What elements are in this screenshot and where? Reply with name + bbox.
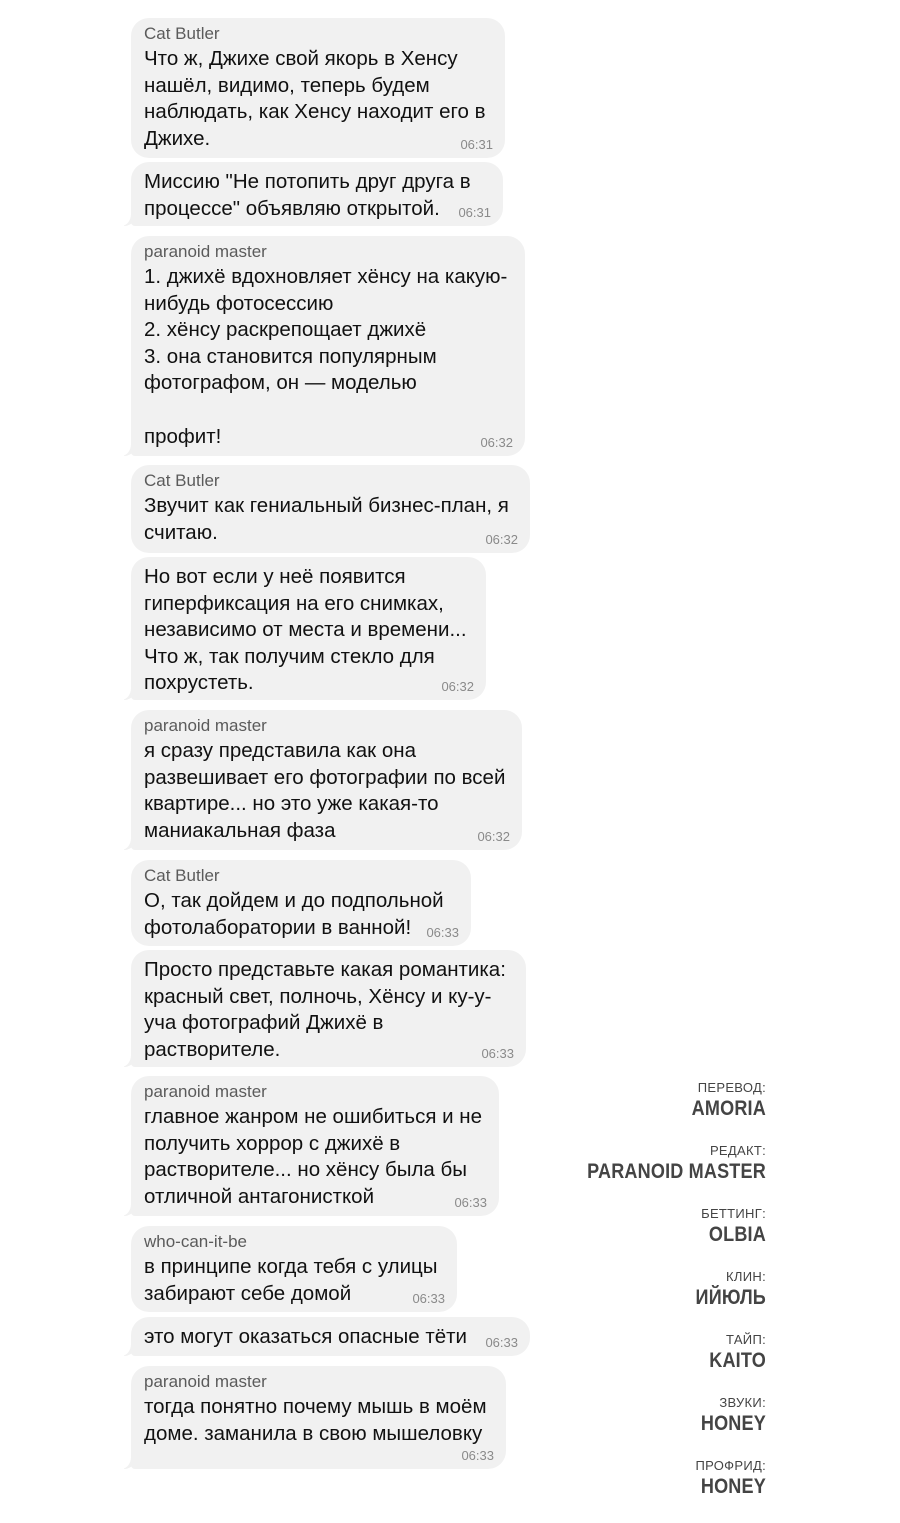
credit-name-translation: AMORIA [691, 1097, 766, 1120]
message-sender: paranoid master [144, 716, 267, 735]
message-text: тогда понятно почему мышь в моём доме. заманила в свою мышеловку [144, 1395, 487, 1445]
credit-name-editor: PARANOID MASTER [587, 1160, 766, 1183]
credit-name-clean: ИЙЮЛЬ [695, 1286, 766, 1309]
message-bubble[interactable] [131, 465, 530, 553]
credit-label-sounds: ЗВУКИ: [719, 1395, 766, 1410]
message-text: Звучит как гениальный бизнес-план, я считаю. [144, 494, 509, 544]
credit-label-translation: ПЕРЕВОД: [697, 1080, 766, 1095]
message-bubble[interactable] [131, 236, 525, 456]
message-text: 1. джихё вдохновляет хёнсу на какую- нибудь фотосессию 2. хёнсу раскрепощает джихё 3. она становится популярным фотографом, он — моделью профит! [144, 265, 508, 448]
message-sender: paranoid master [144, 1372, 267, 1391]
message-bubble[interactable] [131, 950, 526, 1067]
message-bubble[interactable] [131, 1366, 506, 1469]
credit-label-editor: РЕДАКТ: [709, 1143, 766, 1158]
message-time: 06:31 [460, 137, 493, 152]
credits-panel [558, 1080, 766, 1521]
message-sender: Cat Butler [144, 866, 220, 885]
message-time: 06:33 [426, 925, 459, 940]
message-text: О, так дойдем и до подпольной фотолаборатории в ванной! [144, 889, 444, 939]
message-time: 06:33 [461, 1448, 494, 1463]
message-time: 06:33 [485, 1335, 518, 1350]
credit-name-proofread: HONEY [700, 1475, 766, 1498]
message-text: главное жанром не ошибиться и не получить хоррор с джихё в растворителе... но хёнсу была бы отличной антагонисткой [144, 1105, 483, 1208]
credit-label-betting: БЕТТИНГ: [701, 1206, 766, 1221]
message-text: это могут оказаться опасные тёти [144, 1325, 467, 1348]
message-time: 06:33 [454, 1195, 487, 1210]
message-text: в принципе когда тебя с улицы забирают себе домой [144, 1255, 438, 1305]
message-bubble[interactable] [131, 557, 486, 700]
message-bubble[interactable] [131, 162, 503, 226]
message-time: 06:32 [477, 829, 510, 844]
message-time: 06:32 [485, 532, 518, 547]
message-bubble[interactable] [131, 1317, 530, 1356]
credit-name-sounds: HONEY [700, 1412, 766, 1435]
credit-label-proofread: ПРОФРИД: [695, 1458, 766, 1473]
message-sender: paranoid master [144, 1082, 267, 1101]
message-text: Просто представьте какая романтика: красный свет, полночь, Хёнсу и ку-у- уча фотографий Джихё в растворителе. [144, 958, 506, 1061]
message-bubble[interactable] [131, 1226, 457, 1312]
credit-label-clean: КЛИН: [726, 1269, 766, 1284]
message-time: 06:33 [412, 1291, 445, 1306]
credit-label-typeset: ТАЙП: [726, 1332, 766, 1347]
message-time: 06:33 [481, 1046, 514, 1061]
credit-name-typeset: KAITO [709, 1349, 766, 1372]
message-text: Но вот если у неё появится гиперфиксация на его снимках, независимо от места и времени... Что ж, так получим стекло для похрустеть. [144, 565, 467, 695]
message-time: 06:32 [441, 679, 474, 694]
message-text: Что ж, Джихе свой якорь в Хенсу нашёл, видимо, теперь будем наблюдать, как Хенсу находит его в Джихе. [144, 47, 486, 150]
credit-name-betting: OLBIA [708, 1223, 766, 1246]
message-time: 06:31 [458, 205, 491, 220]
message-text: я сразу представила как она развешивает его фотографии по всей квартире... но это уже какая-то маниакальная фаза [144, 739, 506, 842]
message-bubble[interactable] [131, 18, 505, 158]
message-text: Миссию "Не потопить друг друга в процессе" объявляю открытой. [144, 170, 471, 220]
message-bubble[interactable] [131, 1076, 499, 1216]
message-time: 06:32 [480, 435, 513, 450]
message-bubble[interactable] [131, 860, 471, 946]
message-sender: Cat Butler [144, 24, 220, 43]
message-sender: paranoid master [144, 242, 267, 261]
message-sender: Cat Butler [144, 471, 220, 490]
message-sender: who-can-it-be [144, 1232, 247, 1251]
message-bubble[interactable] [131, 710, 522, 850]
